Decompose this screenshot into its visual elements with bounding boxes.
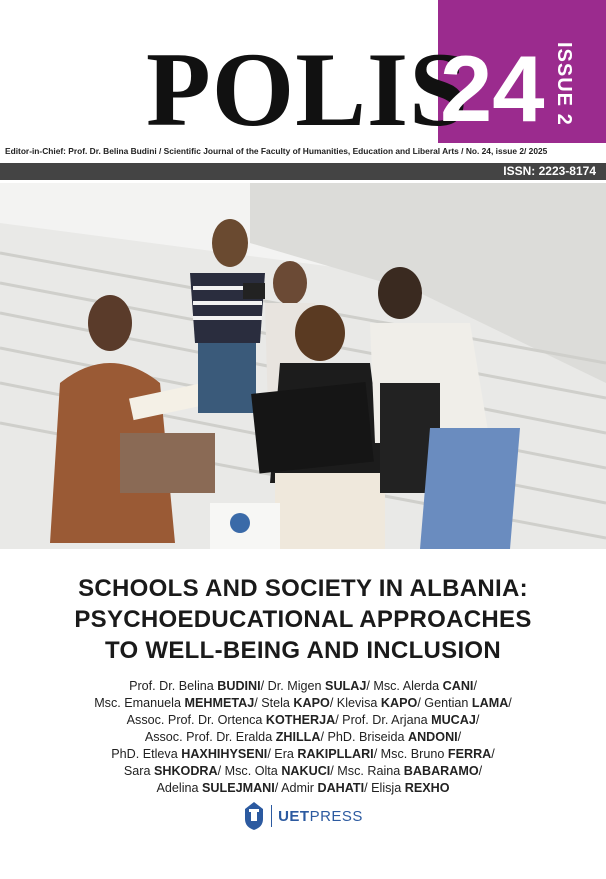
cover-photo — [0, 183, 606, 549]
author-text: Prof. Dr. Belina — [129, 679, 218, 693]
author-line — [20, 678, 586, 695]
author-line — [20, 746, 586, 763]
author-surname: KAPO — [380, 696, 418, 710]
author-surname: MUCAJ — [431, 713, 476, 727]
author-text: Assoc. Prof. Dr. Eralda — [144, 730, 276, 744]
author-line — [20, 712, 586, 729]
author-text: Adelina — [156, 781, 202, 795]
author-surname: CANI — [442, 679, 474, 693]
author-text: Msc. Emanuela — [94, 696, 185, 710]
author-text: / Elisja — [364, 781, 405, 795]
author-line — [20, 695, 586, 712]
author-text: / Stela — [254, 696, 294, 710]
author-text: Sara — [123, 764, 154, 778]
publisher-prefix: UET — [278, 807, 310, 825]
cover-headline — [0, 573, 606, 666]
author-text: / Msc. Bruno — [373, 747, 448, 761]
author-text: / Msc. Olta — [217, 764, 282, 778]
author-text: / — [473, 679, 477, 693]
author-surname: HAXHIHYSENI — [181, 747, 268, 761]
issn: ISSN: 2223-8174 — [503, 164, 596, 178]
author-text: / Gentian — [417, 696, 472, 710]
author-surname: KOTHERJA — [265, 713, 336, 727]
author-text: / Dr. Migen — [260, 679, 326, 693]
author-surname: ANDONI — [407, 730, 458, 744]
author-line — [20, 763, 586, 780]
issue-label: ISSUE 2 — [553, 42, 575, 126]
author-text: PhD. Etleva — [111, 747, 182, 761]
author-list — [20, 678, 586, 797]
author-text: / — [478, 764, 483, 778]
publisher-suffix: PRESS — [309, 807, 363, 825]
author-text: / Klevisa — [329, 696, 381, 710]
author-text: / — [491, 747, 495, 761]
author-surname: ZHILLA — [275, 730, 321, 744]
author-surname: SULEJMANI — [202, 781, 275, 795]
author-surname: REXHO — [404, 781, 450, 795]
issue-number: 24 — [440, 36, 545, 141]
author-surname: SHKODRA — [153, 764, 218, 778]
author-text: / Admir — [274, 781, 318, 795]
author-surname: DAHATI — [317, 781, 365, 795]
publisher-emblem-icon — [243, 801, 265, 831]
author-text: / Prof. Dr. Arjana — [335, 713, 432, 727]
headline-line-2: PSYCHOEDUCATIONAL APPROACHES — [74, 606, 532, 633]
journal-title: POLIS — [146, 31, 470, 148]
author-surname: RAKIPLLARI — [297, 747, 374, 761]
issn-bar — [0, 163, 606, 180]
author-surname: LAMA — [471, 696, 509, 710]
publisher-name — [278, 808, 363, 825]
author-text: / PhD. Briseida — [320, 730, 408, 744]
headline-line-3: TO WELL-BEING AND INCLUSION — [104, 637, 502, 664]
author-text: / Era — [267, 747, 298, 761]
author-text: / Msc. Alerda — [366, 679, 443, 693]
author-surname: BABARAMO — [403, 764, 479, 778]
author-line — [20, 729, 586, 746]
author-surname: FERRA — [447, 747, 492, 761]
author-text: / Msc. Raina — [330, 764, 404, 778]
author-line — [20, 780, 586, 797]
author-text: / — [508, 696, 512, 710]
author-surname: BUDINI — [217, 679, 261, 693]
publisher-logo — [0, 801, 606, 831]
author-surname: KAPO — [293, 696, 330, 710]
author-surname: NAKUCI — [281, 764, 331, 778]
author-surname: MEHMETAJ — [184, 696, 255, 710]
author-text: / — [475, 713, 480, 727]
author-text: Assoc. Prof. Dr. Ortenca — [126, 713, 266, 727]
author-text: / — [457, 730, 462, 744]
publisher-divider — [271, 805, 272, 827]
headline-line-1: SCHOOLS AND SOCIETY IN ALBANIA: — [78, 575, 528, 602]
editor-line: Editor-in-Chief: Prof. Dr. Belina Budini / Scientific Journal of the Faculty of Humanities, Education and Liberal Arts / No. 24, issue 2/ 2025 — [5, 146, 548, 156]
author-surname: SULAJ — [325, 679, 367, 693]
